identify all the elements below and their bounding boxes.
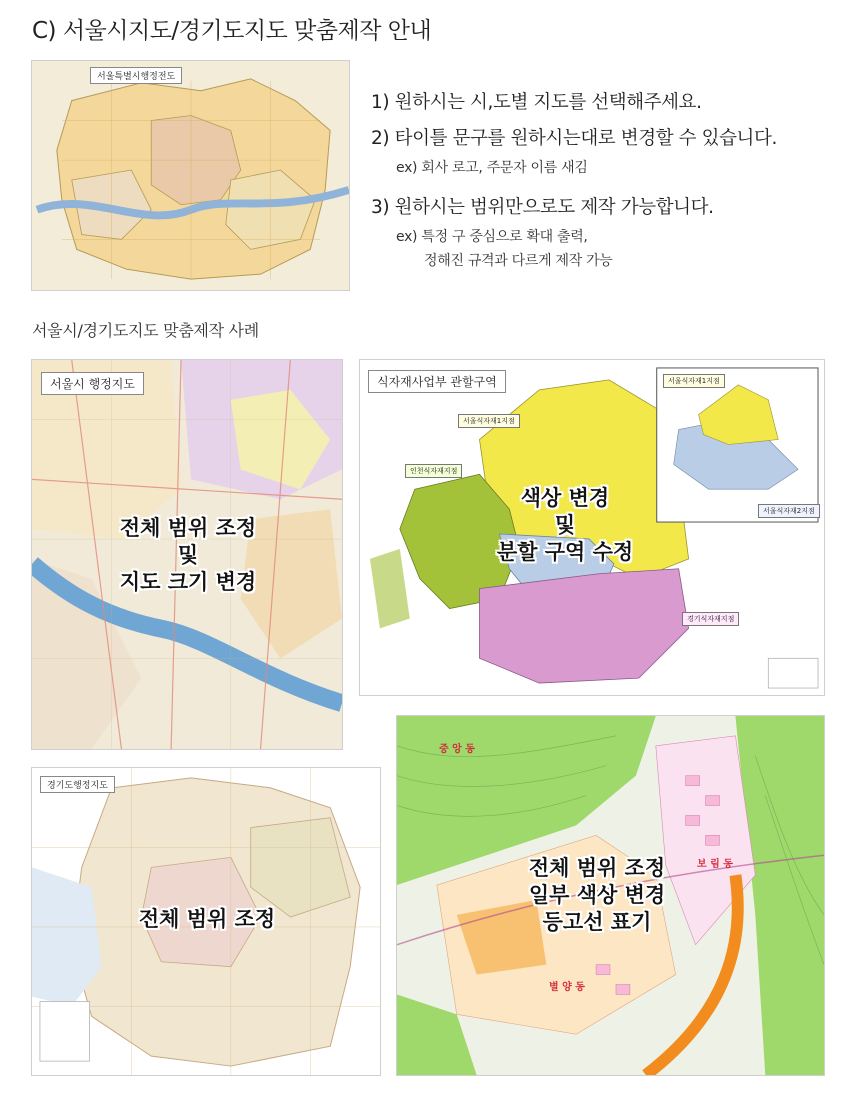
caption-line: 등고선 표기 xyxy=(542,910,652,934)
step-1-text: 1) 원하시는 시,도별 지도를 선택해주세요. xyxy=(371,92,702,113)
examples-heading: 서울시/경기도지도 맞춤제작 사례 xyxy=(32,321,259,340)
step-2-text: 2) 타이틀 문구를 원하시는대로 변경할 수 있습니다. xyxy=(371,128,777,149)
caption-line: 및 xyxy=(554,513,576,537)
example-jurisdiction-map xyxy=(359,359,825,696)
seoul-map-title: 서울시 행정지도 xyxy=(41,372,144,395)
region-label-seoul1: 서울식자재1지점 xyxy=(458,414,520,428)
caption-line: 전체 범위 조정 xyxy=(138,907,276,931)
caption-line: 색상 변경 xyxy=(520,486,610,510)
region-label-incheon: 인천식자재지점 xyxy=(405,464,462,478)
intro-map-title: 서울특별시행정전도 xyxy=(90,67,182,84)
page-heading: C) 서울시지도/경기도지도 맞춤제작 안내 xyxy=(32,18,432,44)
caption-line: 전체 범위 조정 xyxy=(528,856,666,880)
jurisdiction-map-title: 식자재사업부 관할구역 xyxy=(368,370,506,393)
area-label-borim: 보 림 동 xyxy=(697,859,733,870)
caption-line: 및 xyxy=(177,543,199,567)
inset-label-seoul1: 서울식자재1지점 xyxy=(663,374,725,388)
region-label-gyeonggi: 경기식자재지점 xyxy=(682,612,739,626)
example-seoul-map xyxy=(31,359,343,750)
gyeonggi-map-title: 경기도행정지도 xyxy=(40,776,115,793)
seoul-administrative-map-image xyxy=(31,60,350,291)
caption-line: 일부 색상 변경 xyxy=(528,883,666,907)
detail-map-caption xyxy=(457,855,737,936)
seoul-map-caption xyxy=(32,515,343,596)
area-label-byeolyang: 별 양 동 xyxy=(549,982,585,993)
jurisdiction-map-caption xyxy=(490,485,640,566)
caption-line: 전체 범위 조정 xyxy=(119,516,257,540)
step-3-text: 3) 원하시는 범위만으로도 제작 가능합니다. xyxy=(371,197,714,218)
caption-line: 지도 크기 변경 xyxy=(119,570,257,594)
example-gyeonggi-map xyxy=(31,767,381,1076)
caption-line: 분할 구역 수정 xyxy=(496,540,634,564)
step-3-note-2: 정해진 규격과 다르게 제작 가능 xyxy=(424,253,613,269)
area-label-jungang: 중 앙 동 xyxy=(439,744,475,755)
gyeonggi-map-caption xyxy=(32,906,381,933)
inset-label-seoul2: 서울식자재2지점 xyxy=(758,504,820,518)
example-detail-map xyxy=(396,715,825,1076)
step-3-note-1: ex) 특정 구 중심으로 확대 출력, xyxy=(396,229,588,245)
step-2-note: ex) 회사 로고, 주문자 이름 새김 xyxy=(396,160,588,176)
